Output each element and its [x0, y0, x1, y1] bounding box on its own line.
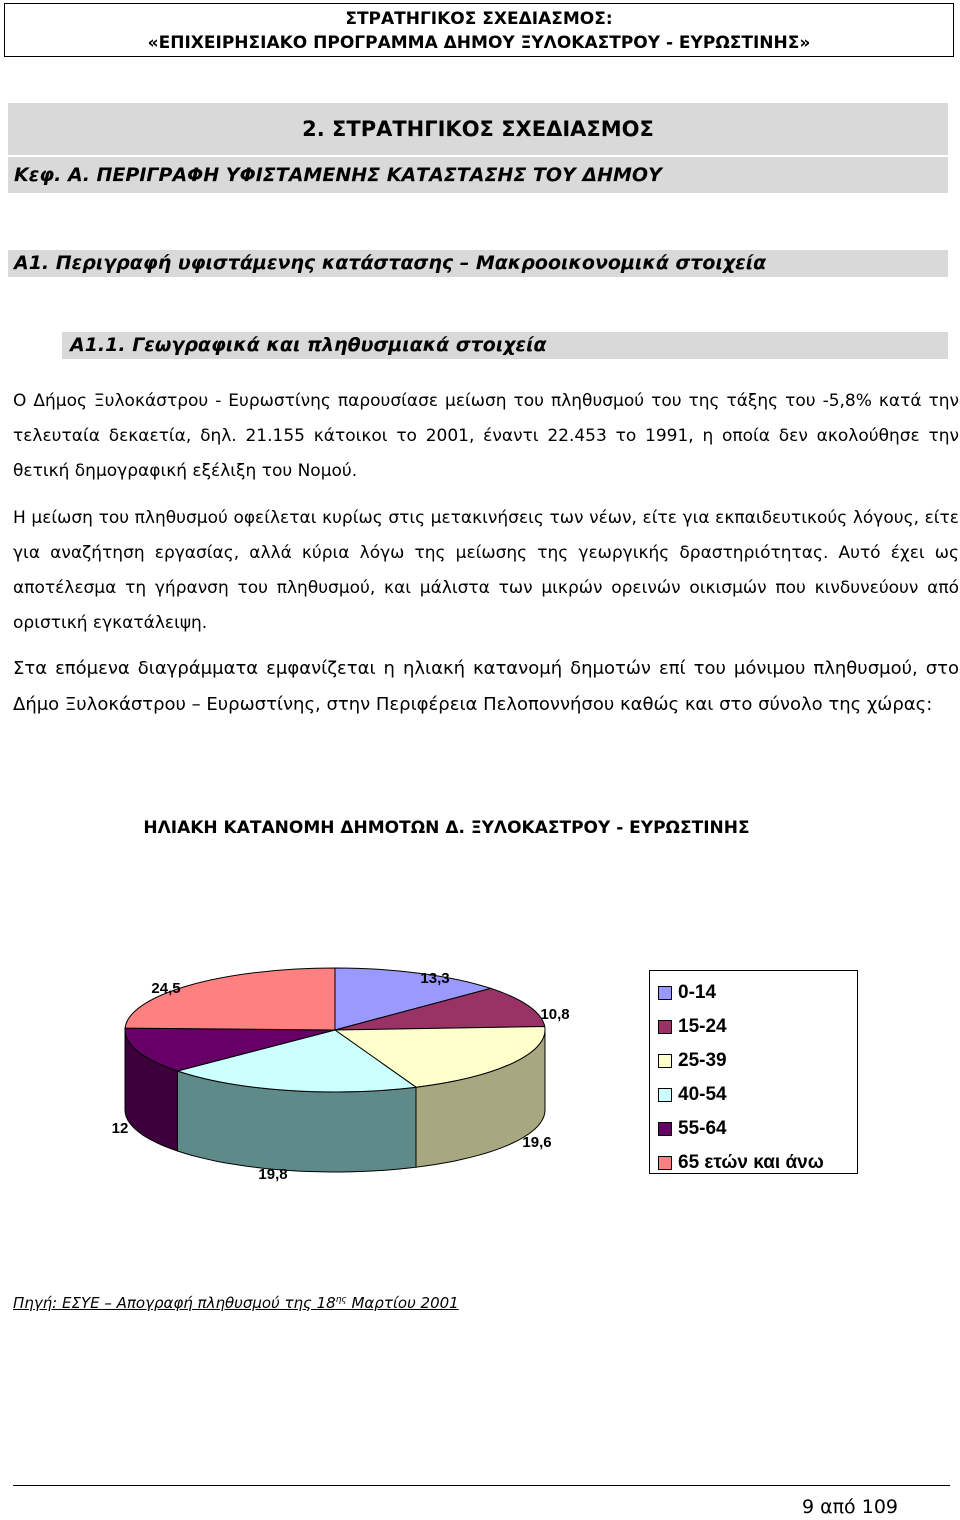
page-number: 9 από 109 [801, 1496, 898, 1518]
pie-chart-svg [90, 955, 610, 1195]
legend-label: 15-24 [678, 1016, 727, 1037]
pie-data-label-25-39: 19,6 [522, 1134, 552, 1151]
document-header [4, 3, 954, 57]
source-text: Πηγή: ΕΣΥΕ – Απογραφή πληθυσμού της 18 [13, 1294, 336, 1312]
header-line-1: ΣΤΡΑΤΗΓΙΚΟΣ ΣΧΕΔΙΑΣΜΟΣ: [345, 9, 613, 29]
pie-data-label-55-64: 12 [111, 1120, 129, 1137]
legend-label: 25-39 [678, 1050, 727, 1071]
pie-data-label-0-14: 13,3 [420, 970, 450, 987]
header-line-2: «ΕΠΙΧΕΙΡΗΣΙΑΚΟ ΠΡΟΓΡΑΜΜΑ ΔΗΜΟΥ ΞΥΛΟΚΑΣΤΡΟΥ - ΕΥΡΩΣΤΙΝΗΣ» [147, 33, 811, 53]
footer-divider [13, 1485, 950, 1486]
legend-label: 65 ετών και άνω [678, 1152, 824, 1173]
pie-data-label-65-ετών-και-άνω: 24,5 [151, 980, 181, 997]
legend-label: 0-14 [678, 982, 717, 1003]
legend-item [650, 1044, 857, 1078]
legend-swatch [658, 1054, 672, 1068]
pie-slice-65-ετών-και-άνω [125, 968, 335, 1030]
source-note [13, 1294, 459, 1312]
pie-chart [90, 955, 610, 1195]
legend-swatch [658, 1088, 672, 1102]
legend-swatch [658, 1122, 672, 1136]
legend-item [650, 1078, 857, 1112]
chapter-heading: 2. ΣΤΡΑΤΗΓΙΚΟΣ ΣΧΕΔΙΑΣΜΟΣ [8, 103, 948, 155]
pie-data-label-15-24: 10,8 [540, 1006, 570, 1023]
paragraph-charts-intro: Στα επόμενα διαγράμματα εμφανίζεται η ηλιακή κατανομή δημοτών επί του μόνιμου πληθυσμού, στο Δήμο Ξυλοκάστρου – Ευρωστίνης, στην Περιφέρεια Πελοποννήσου καθώς και στο σύνολο της χώρας: [13, 658, 959, 715]
chart-legend [649, 970, 858, 1174]
legend-label: 40-54 [678, 1084, 727, 1105]
subsubsection-heading: Α1.1. Γεωγραφικά και πληθυσμιακά στοιχεία [62, 332, 948, 359]
paragraph-population-decline: Ο Δήμος Ξυλοκάστρου - Ευρωστίνης παρουσίασε μείωση του πληθυσμού του της τάξης του -5,8% κατά την τελευταία δεκαετία, δηλ. 21.155 κάτοικοι το 2001, έναντι 22.453 το 1991, η οποία δεν ακολούθησε την θετική δημογραφική εξέλιξη του Νομού. [13, 391, 959, 481]
subsection-heading: Α1. Περιγραφή υφιστάμενης κατάστασης – Μακροοικονομικά στοιχεία [8, 250, 948, 277]
legend-item [650, 1010, 857, 1044]
legend-label: 55-64 [678, 1118, 727, 1139]
paragraph-decline-causes: Η μείωση του πληθυσμού οφείλεται κυρίως στις μετακινήσεις των νέων, είτε για εκπαιδευτικούς λόγους, είτε για αναζήτηση εργασίας, αλλά κύρια λόγω της μείωσης της γεωργικής δραστηριότητας. Αυτό έχει ως αποτέλεσμα τη γήρανση του πληθυσμού, και μάλιστα των μικρών ορεινών οικισμών που κινδυνεύουν από οριστική εγκατάλειψη. [13, 508, 959, 633]
legend-swatch [658, 1156, 672, 1170]
legend-item [650, 976, 857, 1010]
legend-item [650, 1112, 857, 1146]
pie-data-label-40-54: 19,8 [258, 1166, 288, 1183]
legend-swatch [658, 986, 672, 1000]
source-sup: ης [335, 1295, 347, 1305]
source-suffix: Μαρτίου 2001 [346, 1294, 459, 1312]
legend-item [650, 1146, 857, 1180]
legend-swatch [658, 1020, 672, 1034]
chart-title: ΗΛΙΑΚΗ ΚΑΤΑΝΟΜΗ ΔΗΜΟΤΩΝ Δ. ΞΥΛΟΚΑΣΤΡΟΥ - ΕΥΡΩΣΤΙΝΗΣ [143, 818, 750, 838]
section-heading: Κεφ. Α. ΠΕΡΙΓΡΑΦΗ ΥΦΙΣΤΑΜΕΝΗΣ ΚΑΤΑΣΤΑΣΗΣ ΤΟΥ ΔΗΜΟΥ [8, 157, 948, 193]
